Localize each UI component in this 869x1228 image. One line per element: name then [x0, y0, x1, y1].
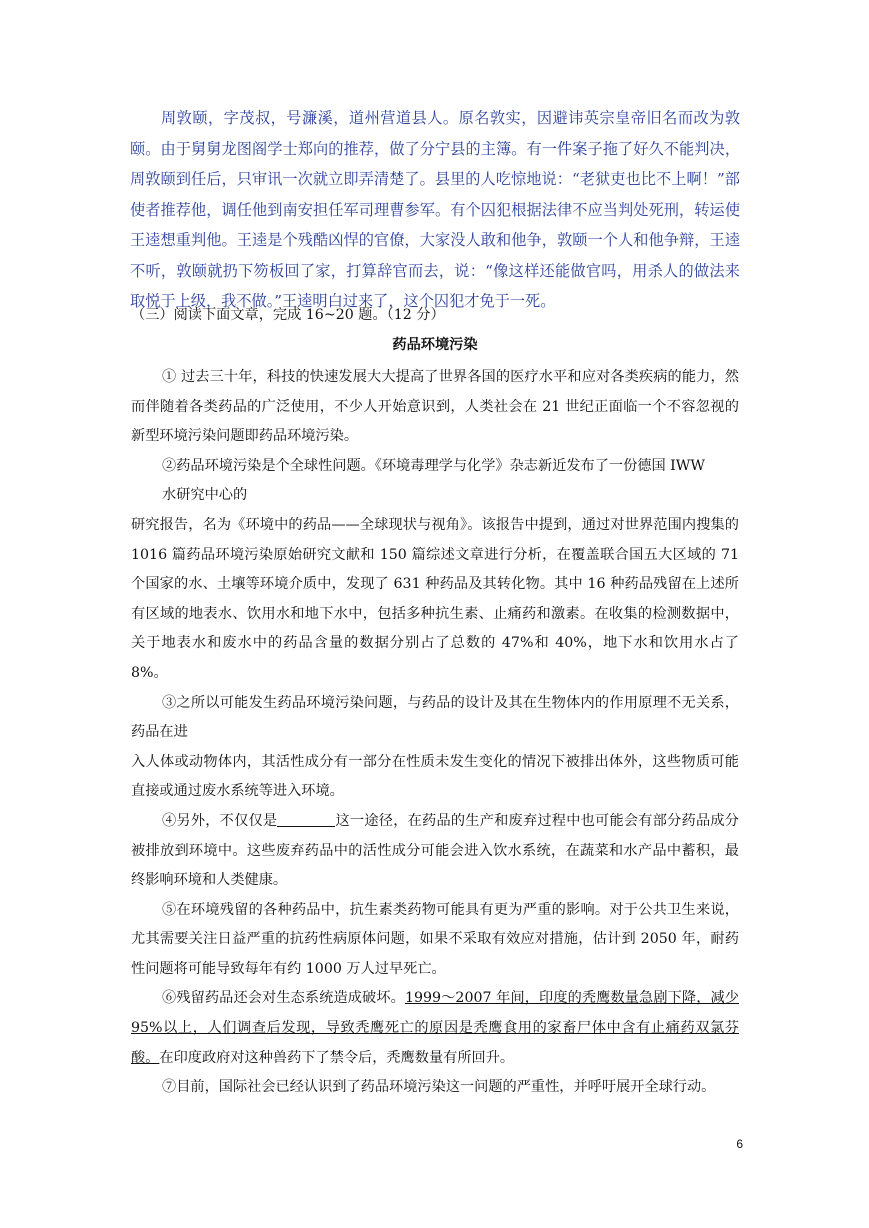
paragraph-4-after-blank: 这一途径，在药品的生产和废弃过程中也可能会有部分药品成分被排放到环境中。这些废弃药品中的活性成分可能会进入饮水系统，在蔬菜和水产品中蓄积，最终影响环境和人类健康。	[131, 812, 739, 889]
page-number: 6	[736, 1137, 743, 1151]
paragraph-6-plain: ⑥残留药品还会对生态系统造成破坏。	[162, 990, 405, 1007]
paragraph-2-line-1: ②药品环境污染是个全球性问题。《环境毒理学与化学》杂志新近发布了一份德国 IWW	[162, 457, 705, 474]
paragraph-4	[131, 807, 739, 896]
paragraph-6-tail: 在印度政府对这种兽药下了禁令后，秃鹰数量有所回升。	[159, 1049, 515, 1066]
section-heading: （三）阅读下面文章，完成 16~20 题。（12 分）	[131, 307, 445, 323]
translation-block	[130, 103, 740, 317]
paragraph-1: ① 过去三十年，科技的快速发展大大提高了世界各国的医疗水平和应对各类疾病的能力，然而伴随着各类药品的广泛使用，不少人开始意识到，人类社会在 21 世纪正面临一个不容忽视的新型环境污染问题即药品环境污染。	[131, 369, 739, 445]
translation-paragraph: 周敦颐，字茂叔，号濂溪，道州营道县人。原名敦实，因避讳英宗皇帝旧名而改为敦颐。由于舅舅龙图阁学士郑向的推荐，做了分宁县的主簿。有一件案子拖了好久不能判决，周敦颐到任后，只审讯一次就立即弄清楚了。县里的人吃惊地说：“老狱吏也比不上啊！”部使者推荐他，调任他到南安担任军司理曹参军。有个囚犯根据法律不应当判处死刑，转运使王逵想重判他。王逵是个残酷凶悍的官僚，大家没人敢和他争，敦颐一个人和他争辩，王逵不听，敦颐就扔下笏板回了家，打算辞官而去，说：“像这样还能做官吗，用杀人的做法来取悦于上级，我不做。”王逵明白过来了，这个囚犯才免于一死。	[130, 109, 740, 310]
paragraph-6	[131, 984, 739, 1073]
paragraph-2-line-2: 水研究中心的	[162, 487, 248, 504]
paragraph-3-start: ③之所以可能发生药品环境污染问题，与药品的设计及其在生物体内的作用原理不无关系，药品在进	[131, 694, 739, 741]
article-title: 药品环境污染	[392, 337, 478, 353]
fill-in-blank	[277, 812, 335, 827]
article-body	[131, 363, 739, 1103]
paragraph-7: ⑦目前，国际社会已经认识到了药品环境污染这一问题的严重性，并呼吁展开全球行动。	[162, 1079, 716, 1096]
paragraph-3-continued: 入人体或动物体内，其活性成分有一部分在性质未发生变化的情况下被排出体外，这些物质可能直接或通过废水系统等进入环境。	[131, 753, 739, 800]
paragraph-6-underlined: 1999～2007 年间，印度的秃鹰数量急剧下降，减少 95%以上，人们调查后发现，导致秃鹰死亡的原因是秃鹰食用的家畜尸体中含有止痛药双氯芬酸。	[131, 990, 739, 1066]
paragraph-4-before-blank: ④另外，不仅仅是	[162, 812, 278, 829]
paragraph-2-continued: 研究报告，名为《环境中的药品——全球现状与视角》。该报告中提到，通过对世界范围内搜集的 1016 篇药品环境污染原始研究文献和 150 篇综述文章进行分析，在覆盖联合国五大区域的 71 个国家的水、土壤等环境介质中，发现了 631 种药品及其转化物。其中 16 种药品残留在上述所有区域的地表水、饮用水和地下水中，包括多种抗生素、止痛药和激素。在收集的检测数据中，关于地表水和废水中的药品含量的数据分别占了总数的 47%和 40%，地下水和饮用水占了 8%。	[131, 516, 739, 681]
paragraph-5: ⑤在环境残留的各种药品中，抗生素类药物可能具有更为严重的影响。对于公共卫生来说，尤其需要关注日益严重的抗药性病原体问题，如果不采取有效应对措施，估计到 2050 年，耐药性问题将可能导致每年有约 1000 万人过早死亡。	[131, 901, 739, 977]
